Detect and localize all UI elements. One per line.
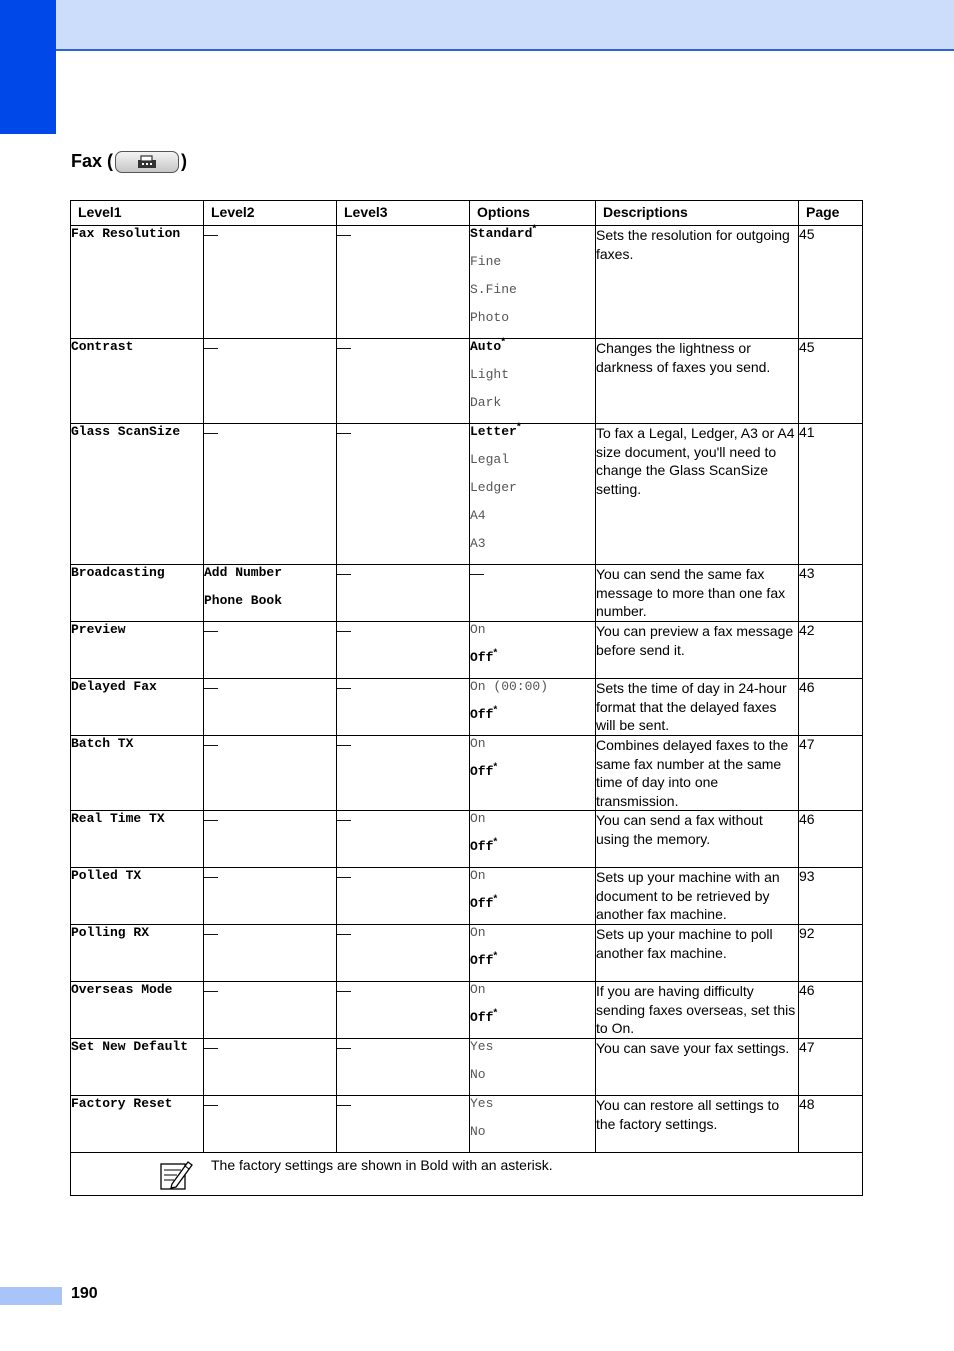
option-text: Off bbox=[470, 1010, 494, 1025]
option-text: Auto bbox=[470, 339, 502, 354]
level1-cell: Real Time TX bbox=[71, 811, 204, 868]
page-cell: 47 bbox=[799, 1039, 863, 1096]
default-asterisk: * bbox=[493, 1007, 498, 1019]
option-text: Off bbox=[470, 707, 494, 722]
description-cell: You can send the same fax message to more than one fax number. bbox=[596, 565, 799, 622]
description-cell: Sets up your machine with an document to be retrieved by another fax machine. bbox=[596, 868, 799, 925]
header-level3: Level3 bbox=[337, 201, 470, 226]
options-cell bbox=[470, 811, 596, 868]
header-descriptions: Descriptions bbox=[596, 201, 799, 226]
default-asterisk: * bbox=[532, 223, 537, 235]
option-text: On bbox=[470, 925, 486, 940]
default-asterisk: * bbox=[493, 893, 498, 905]
option-text: On bbox=[470, 982, 486, 997]
note-text: The factory settings are shown in Bold with an asterisk. bbox=[211, 1157, 553, 1173]
page-cell: 46 bbox=[799, 811, 863, 868]
level1-cell: Preview bbox=[71, 622, 204, 679]
option-item bbox=[470, 1124, 595, 1152]
note-row bbox=[71, 1153, 863, 1196]
option-default bbox=[470, 421, 595, 452]
option-item bbox=[470, 1096, 595, 1124]
page-cell: 42 bbox=[799, 622, 863, 679]
level3-cell: — bbox=[337, 1096, 470, 1153]
option-item bbox=[470, 395, 595, 423]
level3-cell: — bbox=[337, 811, 470, 868]
empty-dash: — bbox=[204, 424, 218, 440]
empty-dash: — bbox=[204, 811, 218, 827]
description-cell: Combines delayed faxes to the same fax number at the same time of day into one transmission. bbox=[596, 736, 799, 811]
header-band bbox=[0, 0, 954, 51]
option-text: On bbox=[470, 811, 486, 826]
option-item bbox=[470, 868, 595, 896]
option-default bbox=[470, 761, 595, 792]
table-row bbox=[71, 736, 863, 811]
option-item bbox=[470, 254, 595, 282]
table-row bbox=[71, 622, 863, 679]
section-title-suffix: ) bbox=[181, 150, 188, 171]
option-default bbox=[470, 836, 595, 867]
option-default bbox=[470, 336, 595, 367]
option-default bbox=[470, 223, 595, 254]
option-text: On (00:00) bbox=[470, 679, 549, 694]
option-text: Letter bbox=[470, 424, 517, 439]
level3-cell: — bbox=[337, 226, 470, 339]
level2-cell bbox=[204, 679, 337, 736]
level1-cell: Overseas Mode bbox=[71, 982, 204, 1039]
empty-dash: — bbox=[204, 339, 218, 355]
description-cell: Sets the resolution for outgoing faxes. bbox=[596, 226, 799, 339]
default-asterisk: * bbox=[493, 950, 498, 962]
option-default bbox=[470, 893, 595, 924]
option-text: Dark bbox=[470, 395, 502, 410]
level2-cell bbox=[204, 622, 337, 679]
page-cell: 46 bbox=[799, 679, 863, 736]
level3-cell: — bbox=[337, 925, 470, 982]
empty-dash: — bbox=[204, 226, 218, 242]
level1-cell: Factory Reset bbox=[71, 1096, 204, 1153]
option-item bbox=[470, 536, 595, 564]
options-cell bbox=[470, 982, 596, 1039]
option-default bbox=[470, 704, 595, 735]
empty-dash: — bbox=[204, 868, 218, 884]
level3-cell: — bbox=[337, 736, 470, 811]
level3-cell: — bbox=[337, 339, 470, 424]
option-item bbox=[470, 925, 595, 953]
table-row bbox=[71, 679, 863, 736]
option-text: Standard bbox=[470, 226, 533, 241]
description-cell: You can restore all settings to the factory settings. bbox=[596, 1096, 799, 1153]
default-asterisk: * bbox=[493, 647, 498, 659]
description-cell: If you are having difficulty sending faxes overseas, set this to On. bbox=[596, 982, 799, 1039]
default-asterisk: * bbox=[516, 421, 521, 433]
table-row bbox=[71, 925, 863, 982]
option-text: No bbox=[470, 1124, 486, 1139]
option-text: No bbox=[470, 1067, 486, 1082]
level2-cell bbox=[204, 982, 337, 1039]
level3-cell: — bbox=[337, 1039, 470, 1096]
page-cell: 92 bbox=[799, 925, 863, 982]
level2-cell bbox=[204, 1039, 337, 1096]
page-cell: 93 bbox=[799, 868, 863, 925]
option-text: On bbox=[470, 868, 486, 883]
empty-dash: — bbox=[470, 565, 484, 581]
page-cell: 43 bbox=[799, 565, 863, 622]
option-text: Off bbox=[470, 953, 494, 968]
option-item bbox=[470, 508, 595, 536]
description-cell: To fax a Legal, Ledger, A3 or A4 size document, you'll need to change the Glass ScanSize setting. bbox=[596, 424, 799, 565]
table-row bbox=[71, 424, 863, 565]
empty-dash: — bbox=[204, 736, 218, 752]
empty-dash: — bbox=[204, 622, 218, 638]
level2-cell bbox=[204, 226, 337, 339]
option-default bbox=[470, 950, 595, 981]
table-row bbox=[71, 226, 863, 339]
table-row bbox=[71, 868, 863, 925]
table-row bbox=[71, 1096, 863, 1153]
level3-cell: — bbox=[337, 565, 470, 622]
option-text: A4 bbox=[470, 508, 486, 523]
level1-cell: Set New Default bbox=[71, 1039, 204, 1096]
page-cell: 46 bbox=[799, 982, 863, 1039]
header-level2: Level2 bbox=[204, 201, 337, 226]
level2-cell bbox=[204, 565, 337, 622]
option-item bbox=[470, 811, 595, 839]
default-asterisk: * bbox=[501, 336, 506, 348]
options-cell bbox=[470, 925, 596, 982]
option-item bbox=[470, 622, 595, 650]
note-pencil-icon bbox=[159, 1159, 193, 1196]
level2-cell bbox=[204, 424, 337, 565]
level2-item: Phone Book bbox=[204, 593, 283, 608]
level1-cell: Glass ScanSize bbox=[71, 424, 204, 565]
level1-cell: Broadcasting bbox=[71, 565, 204, 622]
description-cell: Sets the time of day in 24-hour format that the delayed faxes will be sent. bbox=[596, 679, 799, 736]
description-cell: Sets up your machine to poll another fax machine. bbox=[596, 925, 799, 982]
options-cell bbox=[470, 679, 596, 736]
page-cell: 41 bbox=[799, 424, 863, 565]
option-text: Fine bbox=[470, 254, 502, 269]
level3-cell: — bbox=[337, 622, 470, 679]
chapter-tab bbox=[0, 0, 56, 134]
page-cell: 45 bbox=[799, 339, 863, 424]
option-text: Off bbox=[470, 764, 494, 779]
empty-dash: — bbox=[204, 679, 218, 695]
level1-cell: Polled TX bbox=[71, 868, 204, 925]
note-cell bbox=[71, 1153, 863, 1196]
option-text: Yes bbox=[470, 1039, 494, 1054]
description-cell: You can send a fax without using the memory. bbox=[596, 811, 799, 868]
options-cell bbox=[470, 223, 596, 339]
option-item bbox=[470, 736, 595, 764]
level1-cell: Delayed Fax bbox=[71, 679, 204, 736]
level1-cell: Polling RX bbox=[71, 925, 204, 982]
option-text: Yes bbox=[470, 1096, 494, 1111]
level2-cell bbox=[204, 736, 337, 811]
options-cell bbox=[470, 1096, 596, 1153]
option-text: S.Fine bbox=[470, 282, 517, 297]
option-item bbox=[470, 282, 595, 310]
level2-cell bbox=[204, 925, 337, 982]
option-item bbox=[470, 452, 595, 480]
default-asterisk: * bbox=[493, 836, 498, 848]
level3-cell: — bbox=[337, 982, 470, 1039]
description-cell: Changes the lightness or darkness of faxes you send. bbox=[596, 339, 799, 424]
level1-cell: Contrast bbox=[71, 339, 204, 424]
level3-cell: — bbox=[337, 424, 470, 565]
option-text: Off bbox=[470, 896, 494, 911]
fax-key-icon bbox=[115, 151, 179, 173]
option-text: A3 bbox=[470, 536, 486, 551]
level2-cell bbox=[204, 1096, 337, 1153]
option-text: Light bbox=[470, 367, 510, 382]
table-header-row bbox=[71, 201, 863, 226]
level1-cell: Batch TX bbox=[71, 736, 204, 811]
fax-settings-table bbox=[70, 200, 863, 1196]
options-cell bbox=[470, 736, 596, 811]
option-text: On bbox=[470, 622, 486, 637]
empty-dash: — bbox=[204, 925, 218, 941]
option-default bbox=[470, 647, 595, 678]
section-title-prefix: Fax ( bbox=[71, 150, 114, 171]
option-item bbox=[470, 982, 595, 1010]
option-item bbox=[470, 367, 595, 395]
description-cell: You can save your fax settings. bbox=[596, 1039, 799, 1096]
level2-cell bbox=[204, 339, 337, 424]
option-item bbox=[470, 480, 595, 508]
option-text: Off bbox=[470, 839, 494, 854]
empty-dash: — bbox=[204, 1039, 218, 1055]
page-cell: 47 bbox=[799, 736, 863, 811]
level2-item: Add Number bbox=[204, 565, 283, 580]
option-item bbox=[470, 679, 595, 707]
page-cell: 45 bbox=[799, 226, 863, 339]
options-cell bbox=[470, 336, 596, 424]
options-cell bbox=[470, 622, 596, 679]
option-text: On bbox=[470, 736, 486, 751]
page-number: 190 bbox=[71, 1285, 98, 1302]
header-page: Page bbox=[799, 201, 863, 226]
options-cell bbox=[470, 1039, 596, 1096]
level1-cell: Fax Resolution bbox=[71, 226, 204, 339]
options-cell bbox=[470, 421, 596, 565]
section-title bbox=[71, 150, 187, 172]
table-row bbox=[71, 982, 863, 1039]
table-row bbox=[71, 1039, 863, 1096]
options-cell bbox=[470, 565, 596, 622]
table-row bbox=[71, 811, 863, 868]
table-row bbox=[71, 339, 863, 424]
level2-cell bbox=[204, 868, 337, 925]
option-default bbox=[470, 1007, 595, 1038]
option-text: Off bbox=[470, 650, 494, 665]
options-cell bbox=[470, 868, 596, 925]
level3-cell: — bbox=[337, 679, 470, 736]
footer-tab bbox=[0, 1287, 62, 1305]
level2-cell bbox=[204, 811, 337, 868]
default-asterisk: * bbox=[493, 761, 498, 773]
option-item bbox=[470, 1039, 595, 1067]
default-asterisk: * bbox=[493, 704, 498, 716]
option-text: Photo bbox=[470, 310, 510, 325]
option-item bbox=[470, 310, 595, 338]
level3-cell: — bbox=[337, 868, 470, 925]
page-cell: 48 bbox=[799, 1096, 863, 1153]
option-text: Legal bbox=[470, 452, 510, 467]
table-row bbox=[71, 565, 863, 622]
description-cell: You can preview a fax message before send it. bbox=[596, 622, 799, 679]
empty-dash: — bbox=[204, 1096, 218, 1112]
empty-dash: — bbox=[204, 982, 218, 998]
option-text: Ledger bbox=[470, 480, 517, 495]
header-options: Options bbox=[470, 201, 596, 226]
option-item bbox=[470, 1067, 595, 1095]
header-level1: Level1 bbox=[71, 201, 204, 226]
